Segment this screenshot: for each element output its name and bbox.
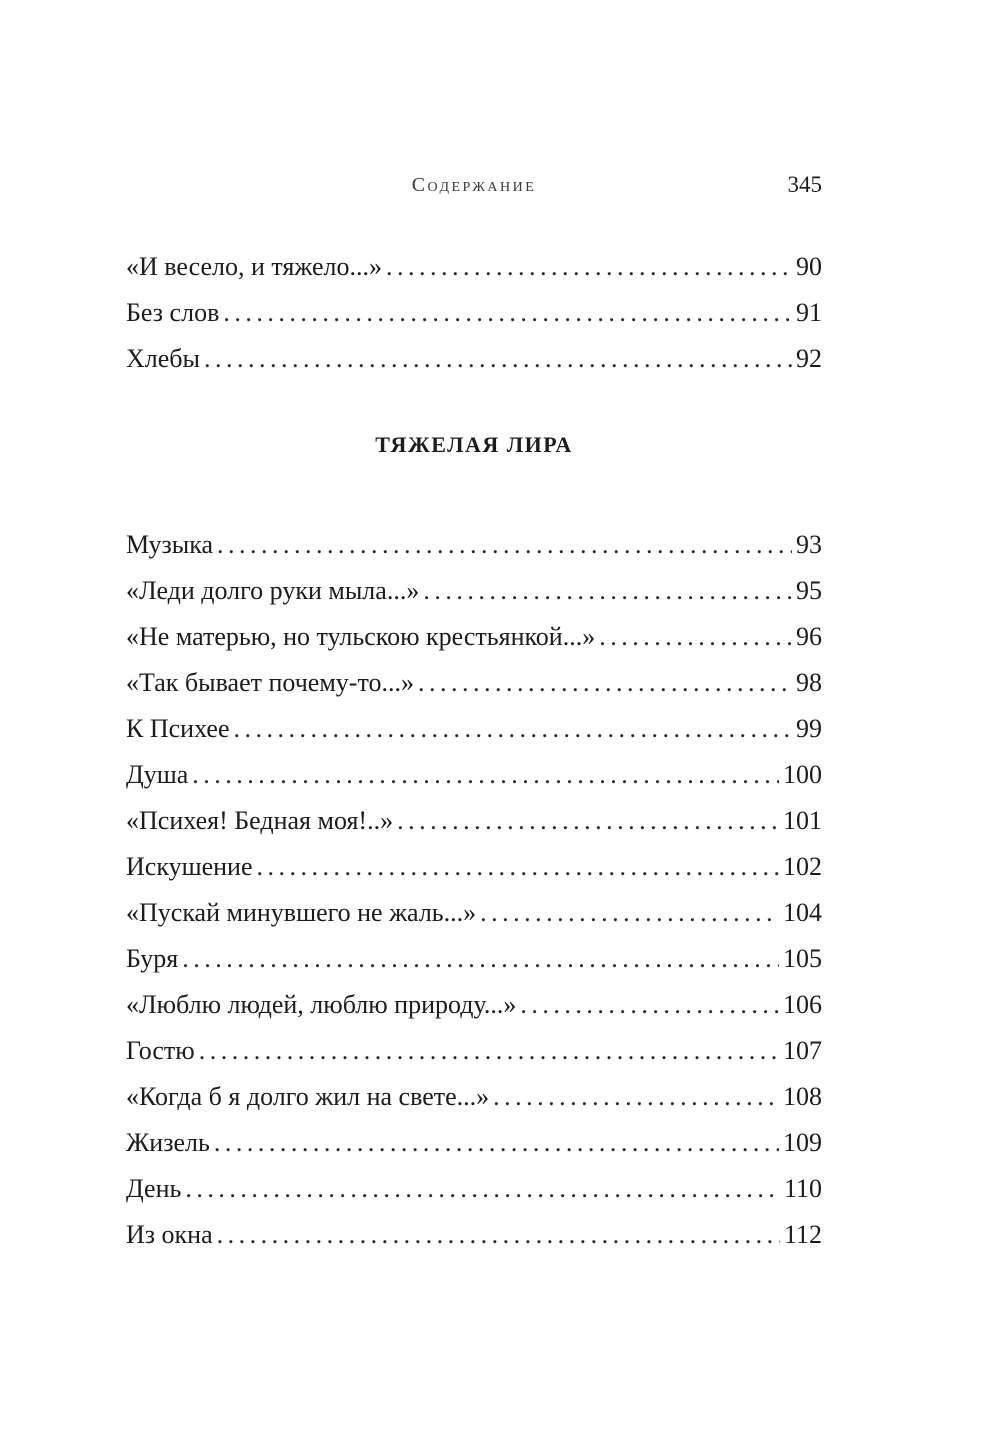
toc-entry-page: 101: [783, 806, 822, 835]
toc-entry-title: Гостю: [126, 1036, 195, 1065]
dot-leader: [217, 1212, 780, 1258]
toc-entry-page: 105: [783, 944, 822, 973]
toc-entry-title: «Когда б я долго жил на свете...»: [126, 1082, 490, 1111]
dot-leader: [192, 752, 779, 798]
toc-entry-page: 95: [796, 576, 822, 605]
toc-entry-page: 98: [796, 668, 822, 697]
toc-entry-title: «Не матерью, но тульскою крестьянкой...»: [126, 622, 596, 651]
toc-continued-list: [126, 244, 822, 382]
running-title: Содержание: [411, 174, 537, 196]
toc-entry-page: 93: [796, 530, 822, 559]
toc-entry-page: 91: [796, 298, 822, 327]
dot-leader: [257, 844, 779, 890]
toc-entry-page: 100: [783, 760, 822, 789]
dot-leader: [223, 290, 792, 336]
toc-entry: [126, 290, 822, 336]
dot-leader: [520, 982, 779, 1028]
dot-leader: [182, 936, 779, 982]
toc-entry-title: Из окна: [126, 1220, 213, 1249]
dot-leader: [214, 1120, 779, 1166]
toc-entry-page: 96: [796, 622, 822, 651]
toc-entry-title: Музыка: [126, 530, 213, 559]
dot-leader: [480, 890, 779, 936]
toc-entry: [126, 890, 822, 936]
toc-entry-page: 90: [796, 252, 822, 281]
toc-entry: [126, 798, 822, 844]
toc-entry-title: Хлебы: [126, 344, 200, 373]
toc-entry-title: «И весело, и тяжело...»: [126, 252, 382, 281]
toc-entry-title: «Психея! Бедная моя!..»: [126, 806, 394, 835]
toc-entry-title: Душа: [126, 760, 189, 789]
toc-entry: [126, 1166, 822, 1212]
toc-section-list: [126, 522, 822, 1258]
toc-entry-title: «Леди долго руки мыла...»: [126, 576, 420, 605]
running-head: [126, 172, 822, 202]
toc-entry-title: Жизель: [126, 1128, 210, 1157]
toc-entry: [126, 1212, 822, 1258]
section-heading: ТЯЖЕЛАЯ ЛИРА: [375, 432, 573, 457]
toc-entry: [126, 936, 822, 982]
dot-leader: [217, 522, 792, 568]
dot-leader: [185, 1166, 780, 1212]
toc-entry-page: 108: [783, 1082, 822, 1111]
toc-entry: [126, 706, 822, 752]
toc-entry-title: Буря: [126, 944, 179, 973]
dot-leader: [234, 706, 792, 752]
toc-entry-title: К Психее: [126, 714, 230, 743]
toc-entry-title: «Пускай минувшего не жаль...»: [126, 898, 477, 927]
dot-leader: [418, 660, 792, 706]
page-number: 345: [787, 172, 822, 197]
toc-entry: [126, 614, 822, 660]
toc-entry: [126, 752, 822, 798]
toc-entry-page: 106: [783, 990, 822, 1019]
toc-entry-page: 110: [783, 1174, 822, 1203]
toc-entry: [126, 244, 822, 290]
toc-entry: [126, 1074, 822, 1120]
toc-entry-title: «Люблю людей, люблю природу...»: [126, 990, 517, 1019]
toc-entry-page: 112: [783, 1220, 822, 1249]
toc-entry: [126, 336, 822, 382]
toc-entry: [126, 522, 822, 568]
toc-entry-page: 99: [796, 714, 822, 743]
toc-entry: [126, 568, 822, 614]
toc-entry-title: День: [126, 1174, 182, 1203]
dot-leader: [599, 614, 792, 660]
dot-leader: [493, 1074, 779, 1120]
dot-leader: [423, 568, 792, 614]
toc-entry-title: Без слов: [126, 298, 220, 327]
toc-entry-page: 107: [783, 1036, 822, 1065]
toc-entry-title: «Так бывает почему-то...»: [126, 668, 414, 697]
dot-leader: [204, 336, 792, 382]
toc-entry: [126, 844, 822, 890]
toc-entry: [126, 1028, 822, 1074]
toc-entry: [126, 982, 822, 1028]
toc-entry-page: 102: [783, 852, 822, 881]
dot-leader: [199, 1028, 779, 1074]
toc-entry-page: 104: [783, 898, 822, 927]
toc-entry-title: Искушение: [126, 852, 253, 881]
toc-entry-page: 109: [783, 1128, 822, 1157]
dot-leader: [386, 244, 792, 290]
dot-leader: [397, 798, 779, 844]
toc-entry-page: 92: [796, 344, 822, 373]
toc-entry: [126, 660, 822, 706]
toc-entry: [126, 1120, 822, 1166]
